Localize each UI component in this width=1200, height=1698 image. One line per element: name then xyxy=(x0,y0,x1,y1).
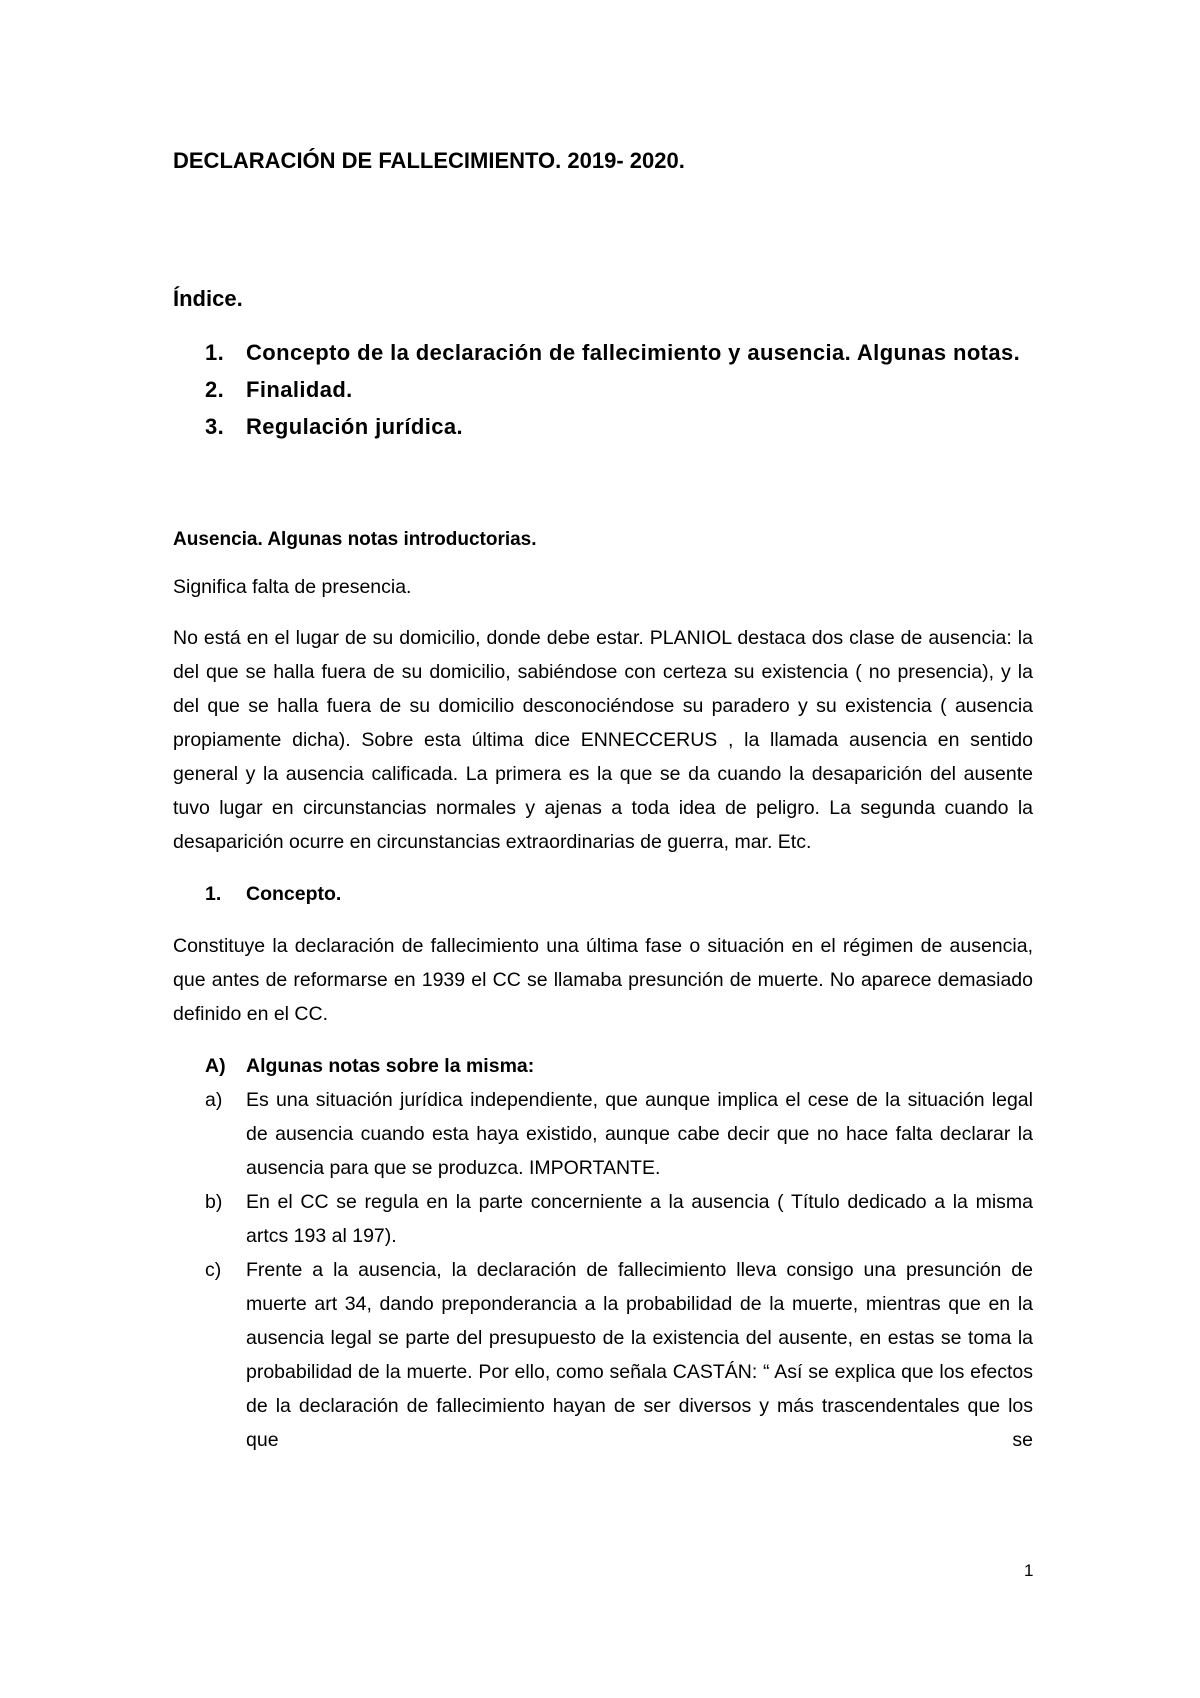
page-content xyxy=(173,146,1033,1457)
list-item xyxy=(173,1253,1033,1457)
list-item xyxy=(173,1185,1033,1253)
index-item xyxy=(173,371,1033,408)
document-title: DECLARACIÓN DE FALLECIMIENTO. 2019- 2020. xyxy=(173,148,685,173)
index-item-text: Finalidad. xyxy=(246,377,353,402)
index-item-number: 1. xyxy=(205,340,225,365)
list-item-text: Algunas notas sobre la misma: xyxy=(246,1055,535,1077)
index-heading: Índice. xyxy=(173,286,243,311)
page-number: 1 xyxy=(1024,1561,1034,1580)
index-item xyxy=(173,334,1033,371)
list-item-marker: a) xyxy=(205,1089,223,1111)
list-item-text: En el CC se regula en la parte concerniente a la ausencia ( Título dedicado a la misma artcs 193 al 197). xyxy=(246,1191,1033,1247)
index-item-text: Regulación jurídica. xyxy=(246,414,464,439)
list-item xyxy=(173,1049,1033,1083)
list-item-marker: A) xyxy=(205,1055,226,1077)
section-heading-concepto xyxy=(173,879,1033,909)
index-item-number: 3. xyxy=(205,414,225,439)
notes-list xyxy=(173,1049,1033,1457)
index-item-text: Concepto de la declaración de fallecimiento y ausencia. Algunas notas. xyxy=(246,340,1021,365)
list-item xyxy=(173,1083,1033,1185)
section-heading-ausencia: Ausencia. Algunas notas introductorias. xyxy=(173,529,537,550)
list-item-text: Frente a la ausencia, la declaración de fallecimiento lleva consigo una presunción de muerte art 34, dando preponderancia a la probabilidad de la muerte, mientras que en la ausencia legal se parte del presupuesto de la existencia del ausente, en estas se toma la probabilidad de la muerte. Por ello, como señala CASTÁN: “ Así se explica que los efectos de la declaración de fallecimiento hayan de ser diversos y más trascendentales que los que se xyxy=(246,1259,1033,1451)
section-heading-text: Concepto. xyxy=(246,883,342,905)
index-item xyxy=(173,408,1033,445)
section-number: 1. xyxy=(205,883,222,905)
body-paragraph: Constituye la declaración de fallecimiento una última fase o situación en el régimen de ausencia, que antes de reformarse en 1939 el CC se llamaba presunción de muerte. No aparece demasiado definido en el CC. xyxy=(173,935,1033,1025)
list-item-marker: b) xyxy=(205,1191,223,1213)
body-paragraph: Significa falta de presencia. xyxy=(173,576,412,598)
list-item-marker: c) xyxy=(205,1259,222,1281)
list-item-text: Es una situación jurídica independiente, que aunque implica el cese de la situación legal de ausencia cuando esta haya existido, aunque cabe decir que no hace falta declarar la ausencia para que se produzca. IMPORTANTE. xyxy=(246,1089,1033,1179)
index-list xyxy=(173,334,1033,445)
body-paragraph: No está en el lugar de su domicilio, donde debe estar. PLANIOL destaca dos clase de ausencia: la del que se halla fuera de su domicilio, sabiéndose con certeza su existencia ( no presencia), y la del que se halla fuera de su domicilio desconociéndose su paradero y su existencia ( ausencia propiamente dicha). Sobre esta última dice ENNECCERUS , la llamada ausencia en sentido general y la ausencia calificada. La primera es la que se da cuando la desaparición del ausente tuvo lugar en circunstancias normales y ajenas a toda idea de peligro. La segunda cuando la desaparición ocurre en circunstancias extraordinarias de guerra, mar. Etc. xyxy=(173,627,1033,853)
index-item-number: 2. xyxy=(205,377,225,402)
